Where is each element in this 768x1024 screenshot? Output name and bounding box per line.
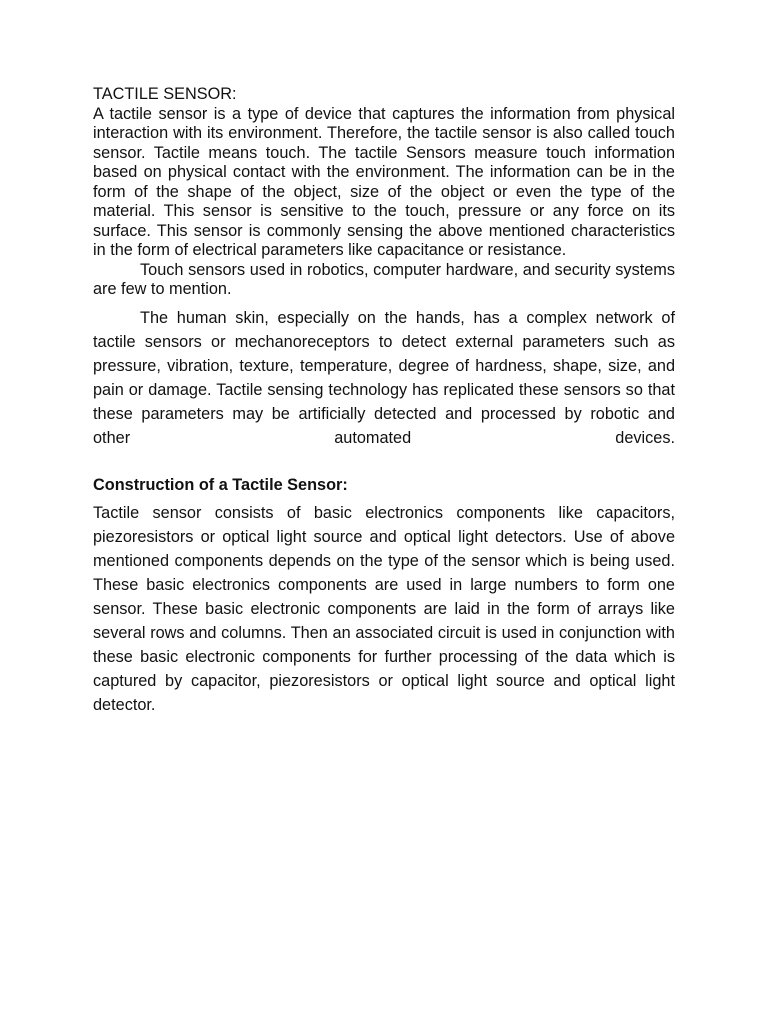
construction-paragraph: Tactile sensor consists of basic electronics components like capacitors, piezoresistors or optical light source and optical light detectors. Use of above mentioned components depends on the type of the sensor which is being used. These basic electronics components are used in large numbers to form one sensor. These basic electronic components are laid in the form of arrays like several rows and columns. Then an associated circuit is used in conjunction with these basic electronic components for further processing of the data which is captured by capacitor, piezoresistors or optical light source and optical light detector. <box>93 503 675 714</box>
intro-paragraph: A tactile sensor is a type of device that captures the information from physical interaction with its environment. Therefore, the tactile sensor is also called touch sensor. Tactile means touch. The tactile Sensors measure touch information based on physical contact with the environment. The information can be in the form of the shape of the object, size of the object or even the type of the material. This sensor is sensitive to the touch, pressure or any force on its surface. This sensor is commonly sensing the above mentioned characteristics in the form of electrical parameters like capacitance or resistance. <box>93 104 675 259</box>
uses-paragraph: Touch sensors used in robotics, computer hardware, and security systems are few to mention. <box>93 260 675 298</box>
document-page <box>93 85 675 717</box>
document-title: TACTILE SENSOR: <box>93 85 237 103</box>
construction-heading: Construction of a Tactile Sensor: <box>93 475 348 494</box>
skin-paragraph: The human skin, especially on the hands, has a complex network of tactile sensors or mechanoreceptors to detect external parameters such as pressure, vibration, texture, temperature, degree of hardness, shape, size, and pain or damage. Tactile sensing technology has replicated these sensors so that these parameters may be artificially detected and processed by robotic and other automated devices. <box>93 308 675 447</box>
